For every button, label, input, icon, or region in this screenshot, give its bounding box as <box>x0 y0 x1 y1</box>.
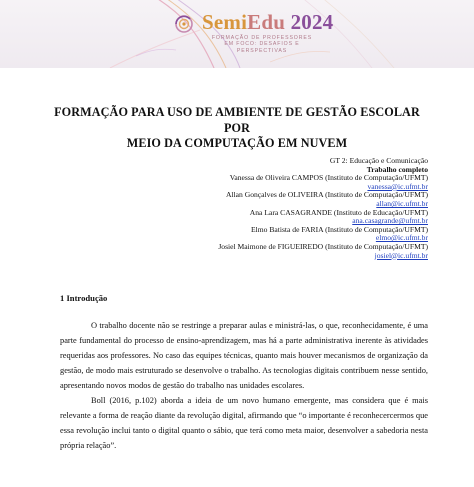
author-email-link[interactable]: allan@ic.ufmt.br <box>376 198 428 208</box>
author-email-link[interactable]: ana.casagrande@ufmt.br <box>352 216 428 226</box>
body-text <box>60 318 428 453</box>
author-name: Elmo Batista de FARIA (Instituto de Computação/UFMT) <box>250 224 428 234</box>
paper-type: Trabalho completo <box>366 164 428 174</box>
track-label: GT 2: Educação e Comunicação <box>329 156 428 165</box>
author-name: Ana Lara CASAGRANDE (Instituto de Educação/UFMT) <box>249 207 428 217</box>
title-line: MEIO DA COMPUTAÇÃO EM NUVEM <box>126 136 348 150</box>
author-name: Allan Gonçalves de OLIVEIRA (Instituto de Computação/UFMT) <box>225 190 428 200</box>
logo-semi: Semi <box>202 10 248 34</box>
header-banner <box>0 0 474 68</box>
logo-wordmark <box>202 10 333 34</box>
seal-icon <box>176 16 192 32</box>
author-email-link[interactable]: elmo@ic.ufmt.br <box>375 233 428 243</box>
section-heading: 1 Introdução <box>60 293 108 303</box>
author-email-link[interactable]: josiel@ic.ufmt.br <box>374 250 428 260</box>
logo-subtitle-line: PERSPECTIVAS <box>236 47 288 54</box>
author-name: Vanessa de Oliveira CAMPOS (Instituto de Computação/UFMT) <box>229 173 428 183</box>
logo-subtitle-line: FORMAÇÃO DE PROFESSORES <box>211 35 313 41</box>
author-block <box>218 157 428 260</box>
logo-edu: Edu <box>247 10 286 34</box>
logo-subtitle <box>202 35 322 54</box>
paragraph: O trabalho docente não se restringe a preparar aulas e ministrá-las, o que, reconhecidamente, é uma parte fundamental do processo de ensino-aprendizagem, mas há a parte administrativa inerente às atividades requeridas aos professores. No caso das equipes técnicas, quanto mais houver mecanismos de organização da gestão, de modo mais estruturado se desenvolve o trabalho. As tecnologias digitais contribuem nesse sentido, apresentando novos modos de gestão do trabalho nas unidades escolares. <box>60 321 428 390</box>
title-line: FORMAÇÃO PARA USO DE AMBIENTE DE GESTÃO ESCOLAR POR <box>54 105 420 135</box>
paragraph: Boll (2016, p.102) aborda a ideia de um novo humano emergente, mas considera que é mais relevante a forma de reação diante da revolução digital, afirmando que “o importante é reconhecercermos que essa revolução inclui tanto o digital quanto o sábio, que terá como meta maior, desenvolver a sabedoria nesta própria relação”. <box>60 396 428 450</box>
paper-title <box>40 105 434 152</box>
author-email-link[interactable]: vanessa@ic.ufmt.br <box>367 181 428 191</box>
logo-year: 2024 <box>290 10 334 34</box>
logo-subtitle-line: EM FOCO: DESAFIOS E <box>224 41 300 48</box>
author-name: Josiel Maimone de FIGUEIREDO (Instituto de Computação/UFMT) <box>218 241 428 251</box>
